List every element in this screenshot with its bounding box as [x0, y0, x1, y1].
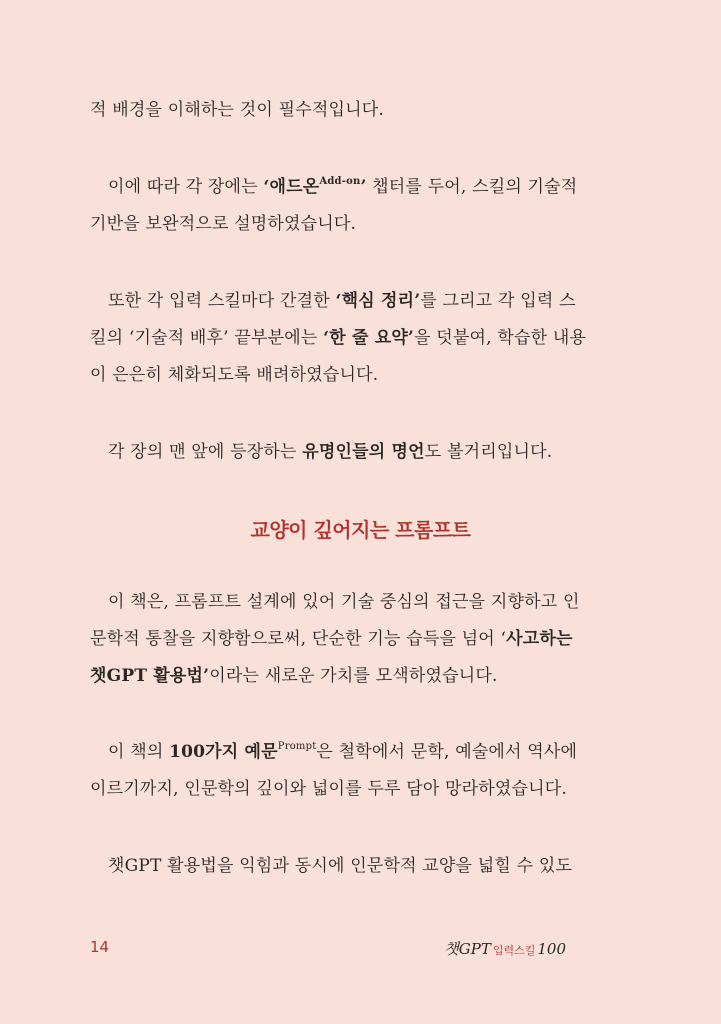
text-span: 또한 각 입력 스킬마다 간결한	[108, 291, 336, 311]
bold-term-100-examples: 100가지 예문	[169, 742, 278, 762]
running-head	[444, 938, 566, 959]
body-line	[90, 665, 498, 687]
body-line	[108, 176, 577, 198]
text-span: 챕터를 두어, 스킬의 기술적	[366, 177, 578, 197]
body-line	[90, 327, 586, 349]
section-title: 교양이 깊어지는 프롬프트	[250, 518, 471, 542]
body-line	[108, 441, 552, 463]
text-span: ’	[360, 177, 367, 197]
bold-term-quotes: 유명인들의 명언	[302, 442, 425, 462]
body-line: 챗GPT 활용법을 익힘과 동시에 인문학적 교양을 넓힐 수 있도	[108, 856, 573, 876]
body-line: 적 배경을 이해하는 것이 필수적입니다.	[90, 100, 384, 120]
body-line: 기반을 보완적으로 설명하였습니다.	[90, 214, 357, 234]
text-span: 도 볼거리입니다.	[424, 442, 553, 462]
text-span: 을 덧붙여, 학습한 내용	[414, 328, 587, 348]
body-line: 이르기까지, 인문학의 깊이와 넓이를 두루 담아 망라하였습니다.	[90, 779, 568, 799]
text-span: 각 장의 맨 앞에 등장하는	[108, 442, 303, 462]
bold-term-thinking: 사고하는	[506, 629, 573, 649]
bold-term-core-summary: ‘핵심 정리’	[335, 291, 421, 311]
text-span: 은 철학에서 문학, 예술에서 역사에	[316, 742, 578, 762]
bold-term-one-line-summary: ‘한 줄 요약’	[323, 328, 415, 348]
running-head-title: 챗GPT	[444, 940, 491, 958]
body-line	[108, 741, 577, 763]
bold-term-chatgpt-usage: 챗GPT 활용법’	[90, 666, 210, 686]
body-line: 이 은은히 체화되도록 배려하였습니다.	[90, 365, 379, 385]
text-span: ‘애드온	[263, 177, 320, 197]
page-number: 14	[90, 938, 110, 956]
superscript-addon: Add-on	[319, 176, 361, 187]
text-span: 이 책의	[108, 742, 170, 762]
bold-term-addon	[263, 177, 366, 197]
text-span: 를 그리고 각 입력 스	[420, 291, 576, 311]
body-line	[108, 290, 576, 312]
text-span: 이에 따라 각 장에는	[108, 177, 264, 197]
text-span: 이라는 새로운 가치를 모색하였습니다.	[209, 666, 498, 686]
body-line: 이 책은, 프롬프트 설계에 있어 기술 중심의 접근을 지향하고 인	[108, 592, 580, 612]
text-span: 킬의 ‘기술적 배후’ 끝부분에는	[90, 328, 324, 348]
running-head-sub: 입력스킬	[492, 944, 536, 957]
body-line	[90, 628, 573, 650]
superscript-prompt: Prompt	[277, 741, 317, 752]
running-head-number: 100	[537, 940, 566, 958]
text-span: 문학적 통찰을 지향함으로써, 단순한 기능 습득을 넘어 ‘	[90, 629, 507, 649]
